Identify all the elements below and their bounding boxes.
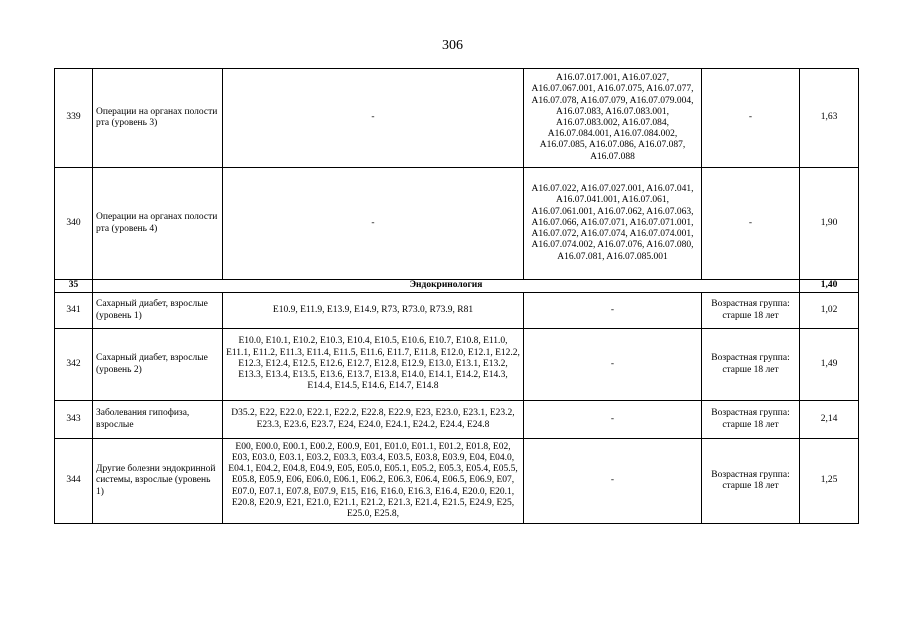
section-coefficient: 1,40 xyxy=(800,280,859,293)
row-procedure-codes: - xyxy=(524,293,702,329)
row-procedure-codes: - xyxy=(524,401,702,439)
table-row xyxy=(55,293,859,329)
table-row xyxy=(55,439,859,524)
tariff-table xyxy=(54,68,859,524)
row-number: 341 xyxy=(55,293,93,329)
row-diagnosis-codes: E00, E00.0, E00.1, E00.2, E00.9, E01, E01.0, E01.1, E01.2, E01.8, E02, E03, E03.0, E03.1, E03.2, E03.3, E03.4, E03.5, E03.8, E03.9, E04, E04.0, E04.1, E04.2, E04.8, E04.9, E05, E05.0, E05.1, E05.2, E05.3, E05.4, E05.5, E05.8, E05.9, E06, E06.0, E06.1, E06.2, E06.3, E06.4, E06.5, E06.9, E07, E07.0, E07.1, E07.8, E07.9, E15, E16, E16.0, E16.3, E16.4, E20.0, E20.1, E20.8, E20.9, E21, E21.0, E21.1, E21.2, E21.3, E21.4, E21.5, E24.9, E25, E25.0, E25.8, xyxy=(223,439,524,524)
row-name: Заболевания гипофиза, взрослые xyxy=(93,401,223,439)
row-name: Операции на органах полости рта (уровень 4) xyxy=(93,168,223,280)
row-procedure-codes: - xyxy=(524,329,702,401)
row-extra-criteria: Возрастная группа: старше 18 лет xyxy=(702,293,800,329)
row-coefficient: 1,25 xyxy=(800,439,859,524)
row-coefficient: 1,63 xyxy=(800,69,859,168)
table-row xyxy=(55,69,859,168)
row-procedure-codes: A16.07.022, A16.07.027.001, A16.07.041, A16.07.041.001, A16.07.061, A16.07.061.001, A16.07.062, A16.07.063, A16.07.066, A16.07.071, A16.07.071.001, A16.07.072, A16.07.074, A16.07.074.001, A16.07.074.002, A16.07.076, A16.07.080, A16.07.081, A16.07.085.001 xyxy=(524,168,702,280)
table-row xyxy=(55,168,859,280)
row-coefficient: 1,49 xyxy=(800,329,859,401)
row-extra-criteria: Возрастная группа: старше 18 лет xyxy=(702,329,800,401)
row-number: 342 xyxy=(55,329,93,401)
section-number: 35 xyxy=(55,280,93,293)
row-procedure-codes: A16.07.017.001, A16.07.027, A16.07.067.001, A16.07.075, A16.07.077, A16.07.078, A16.07.079, A16.07.079.004, A16.07.083, A16.07.083.001, A16.07.083.002, A16.07.084, A16.07.084.001, A16.07.084.002, A16.07.085, A16.07.086, A16.07.087, A16.07.088 xyxy=(524,69,702,168)
row-diagnosis-codes: - xyxy=(223,69,524,168)
row-number: 340 xyxy=(55,168,93,280)
table-row xyxy=(55,329,859,401)
row-name: Операции на органах полости рта (уровень 3) xyxy=(93,69,223,168)
row-extra-criteria: - xyxy=(702,69,800,168)
row-extra-criteria: - xyxy=(702,168,800,280)
row-extra-criteria: Возрастная группа: старше 18 лет xyxy=(702,439,800,524)
row-name: Сахарный диабет, взрослые (уровень 1) xyxy=(93,293,223,329)
row-diagnosis-codes: E10.0, E10.1, E10.2, E10.3, E10.4, E10.5, E10.6, E10.7, E10.8, E11.0, E11.1, E11.2, E11.3, E11.4, E11.5, E11.6, E11.7, E11.8, E12.0, E12.1, E12.2, E12.3, E12.4, E12.5, E12.6, E12.7, E12.8, E12.9, E13.0, E13.1, E13.2, E13.3, E13.4, E13.5, E13.6, E13.7, E13.8, E14.0, E14.1, E14.2, E14.3, E14.4, E14.5, E14.6, E14.7, E14.8 xyxy=(223,329,524,401)
row-diagnosis-codes: D35.2, E22, E22.0, E22.1, E22.2, E22.8, E22.9, E23, E23.0, E23.1, E23.2, E23.3, E23.6, E23.7, E24, E24.0, E24.1, E24.2, E24.4, E24.8 xyxy=(223,401,524,439)
row-number: 343 xyxy=(55,401,93,439)
table-row xyxy=(55,401,859,439)
row-extra-criteria: Возрастная группа: старше 18 лет xyxy=(702,401,800,439)
section-row xyxy=(55,280,859,293)
row-name: Сахарный диабет, взрослые (уровень 2) xyxy=(93,329,223,401)
row-diagnosis-codes: - xyxy=(223,168,524,280)
row-name: Другие болезни эндокринной системы, взрослые (уровень 1) xyxy=(93,439,223,524)
row-number: 344 xyxy=(55,439,93,524)
row-coefficient: 1,90 xyxy=(800,168,859,280)
row-coefficient: 2,14 xyxy=(800,401,859,439)
row-procedure-codes: - xyxy=(524,439,702,524)
row-diagnosis-codes: E10.9, E11.9, E13.9, E14.9, R73, R73.0, R73.9, R81 xyxy=(223,293,524,329)
row-coefficient: 1,02 xyxy=(800,293,859,329)
row-number: 339 xyxy=(55,69,93,168)
section-title: Эндокринология xyxy=(93,280,800,293)
page-number: 306 xyxy=(442,38,463,53)
